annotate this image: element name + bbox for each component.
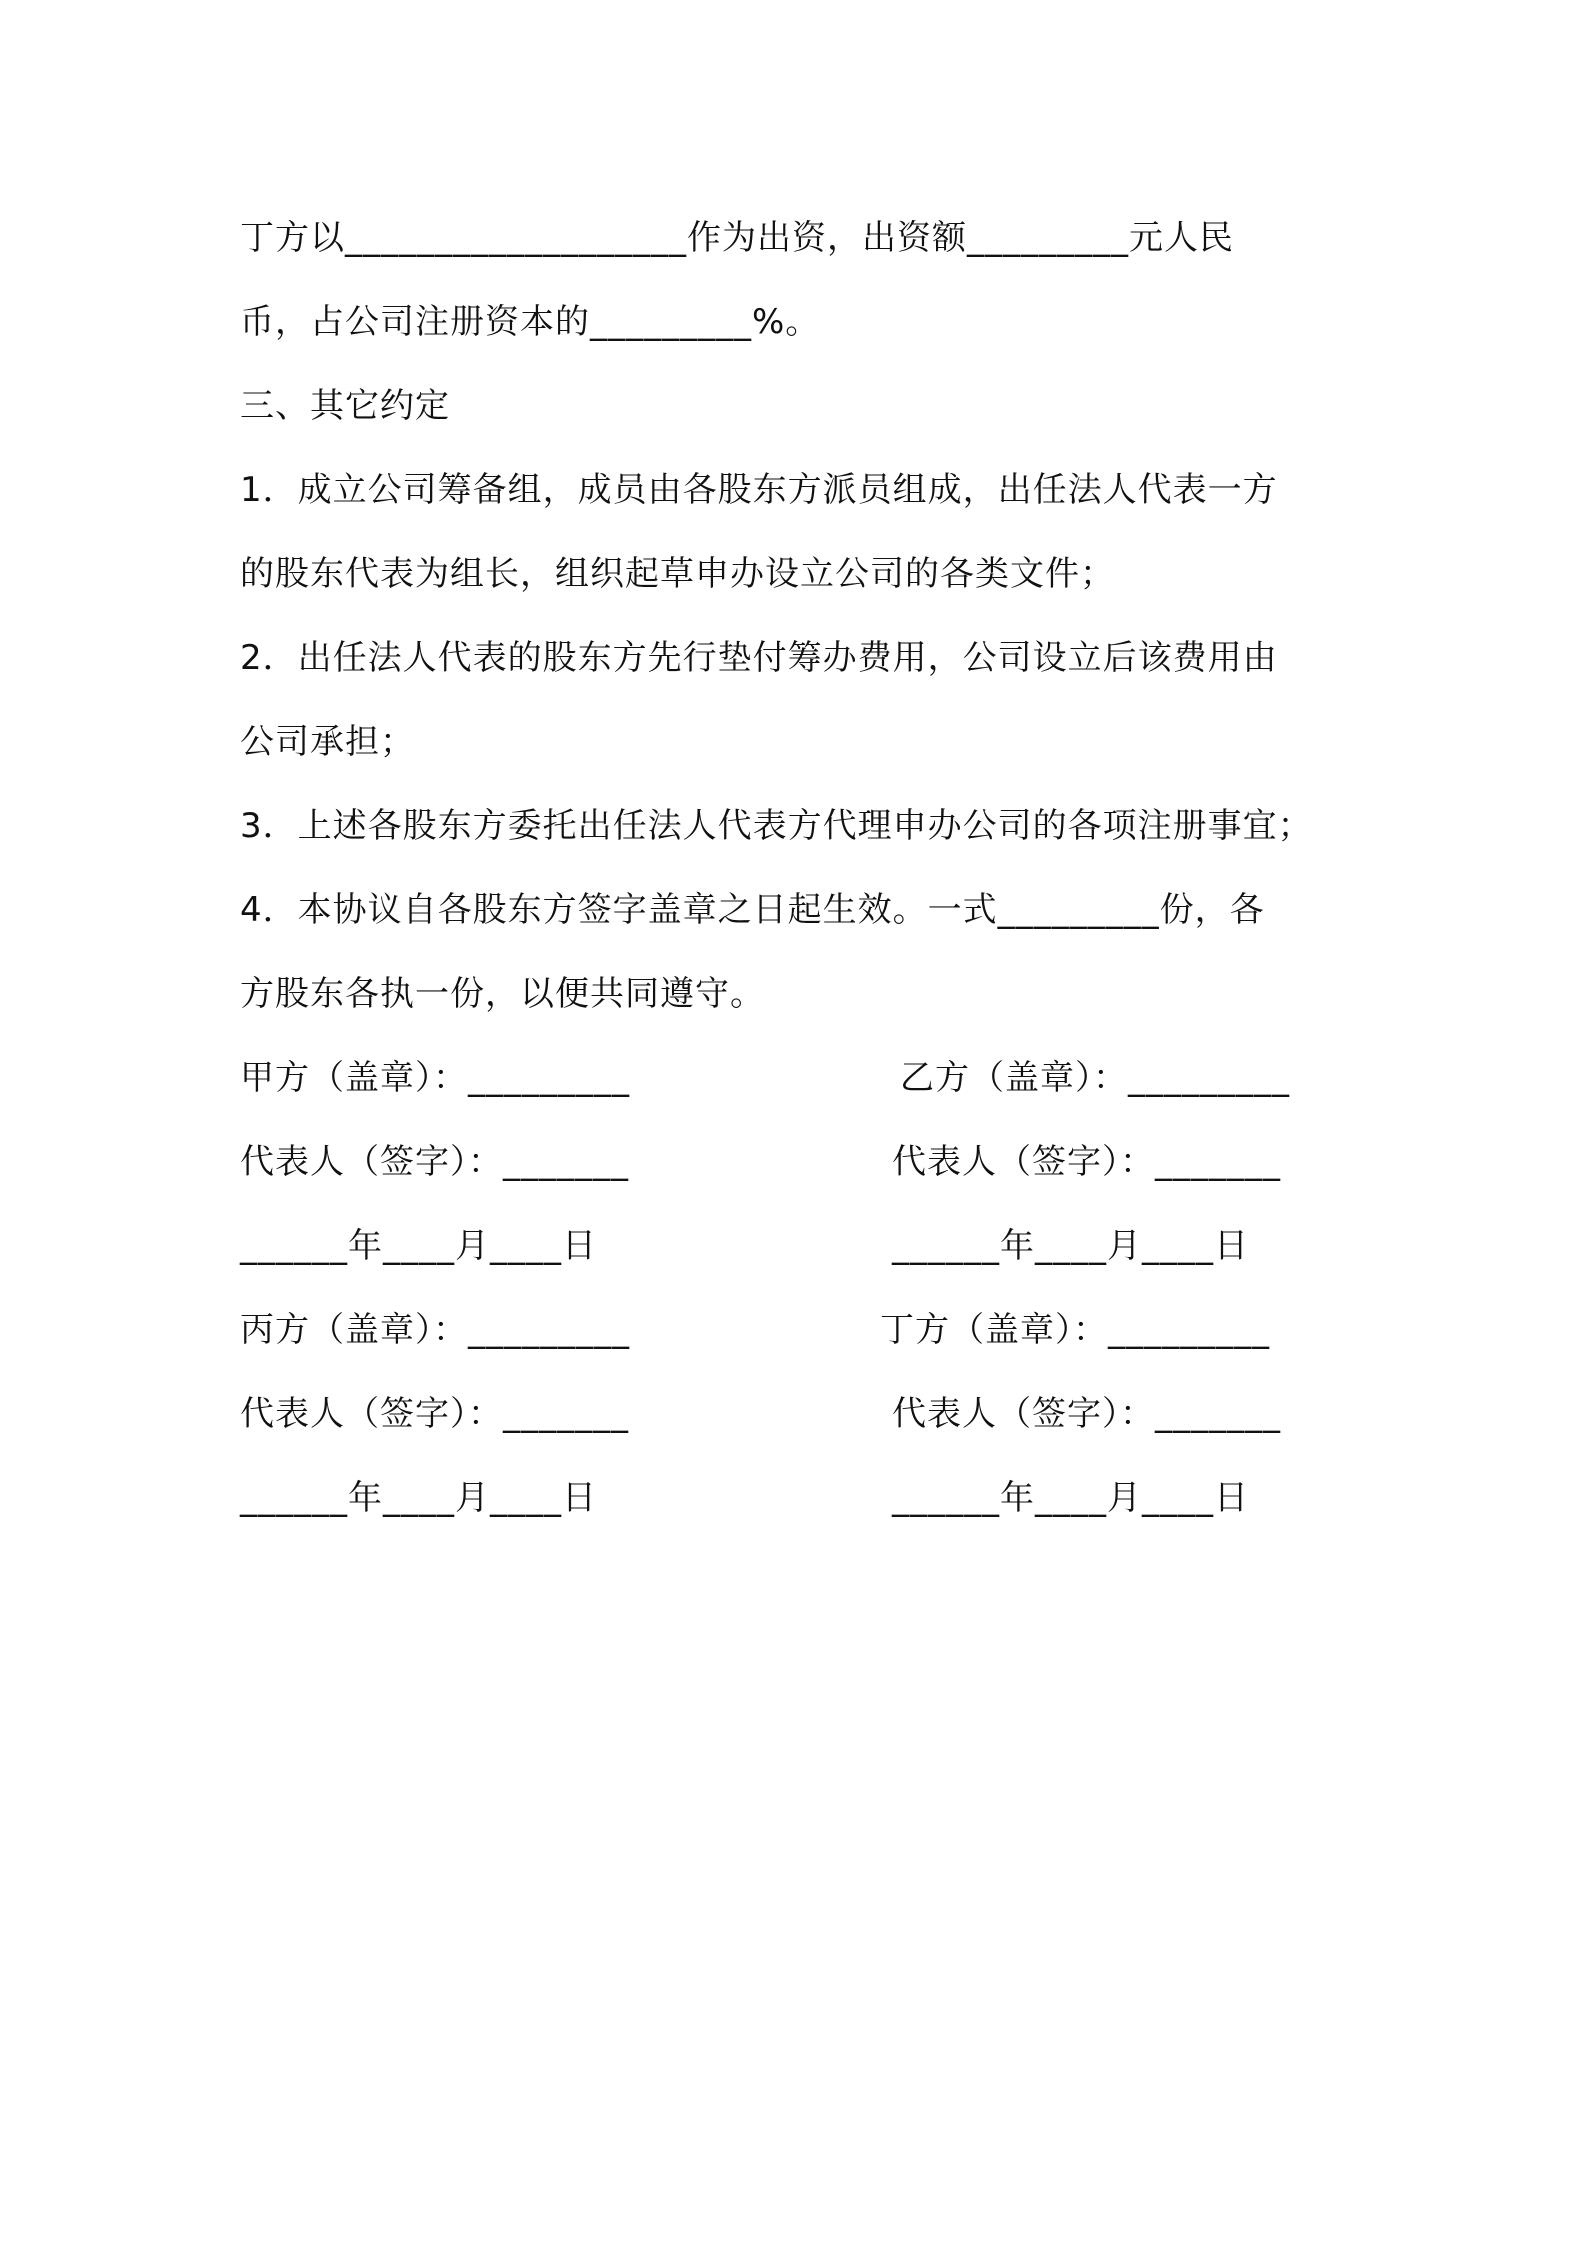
clause-2-line-1: 2．出任法人代表的股东方先行垫付筹办费用，公司设立后该费用由: [240, 638, 1278, 678]
party-a-representative-field: 代表人（签字）：_______: [240, 1142, 629, 1182]
section-heading-other-agreements: 三、其它约定: [240, 386, 450, 426]
signature-row-date-c-d: [240, 1456, 1360, 1540]
paragraph-capital-contribution: 丁方以___________________作为出资，出资额_________元人民: [240, 218, 1234, 258]
party-b-seal-field: 乙方（盖章）：_________: [900, 1058, 1290, 1098]
signature-row-representative-a-b: [240, 1120, 1360, 1204]
clause-4-line-1: 4．本协议自各股东方签字盖章之日起生效。一式_________份，各: [240, 890, 1265, 930]
document-body: [240, 196, 1360, 1540]
clause-1-line-1: 1．成立公司筹备组，成员由各股东方派员组成，出任法人代表一方: [240, 470, 1278, 510]
party-c-representative-field: 代表人（签字）：_______: [240, 1394, 629, 1434]
signature-row-seal-a-b: [240, 1036, 1360, 1120]
clause-2-line-2: 公司承担；: [240, 722, 415, 762]
party-c-seal-field: 丙方（盖章）：_________: [240, 1310, 630, 1350]
party-b-representative-field: 代表人（签字）：_______: [892, 1142, 1281, 1182]
party-d-representative-field: 代表人（签字）：_______: [892, 1394, 1281, 1434]
party-d-seal-field: 丁方（盖章）：_________: [880, 1310, 1270, 1350]
clause-3: 3．上述各股东方委托出任法人代表方代理申办公司的各项注册事宜；: [240, 806, 1313, 846]
clause-1-line-2: 的股东代表为组长，组织起草申办设立公司的各类文件；: [240, 554, 1115, 594]
signature-row-representative-c-d: [240, 1372, 1360, 1456]
party-c-date-field: ______年____月____日: [240, 1478, 597, 1518]
party-a-seal-field: 甲方（盖章）：_________: [240, 1058, 630, 1098]
paragraph-capital-share: 币，占公司注册资本的_________%。: [240, 302, 821, 342]
party-b-date-field: ______年____月____日: [892, 1226, 1249, 1266]
clause-4-line-2: 方股东各执一份，以便共同遵守。: [240, 974, 765, 1014]
party-a-date-field: ______年____月____日: [240, 1226, 597, 1266]
signature-row-seal-c-d: [240, 1288, 1360, 1372]
party-d-date-field: ______年____月____日: [892, 1478, 1249, 1518]
signature-row-date-a-b: [240, 1204, 1360, 1288]
